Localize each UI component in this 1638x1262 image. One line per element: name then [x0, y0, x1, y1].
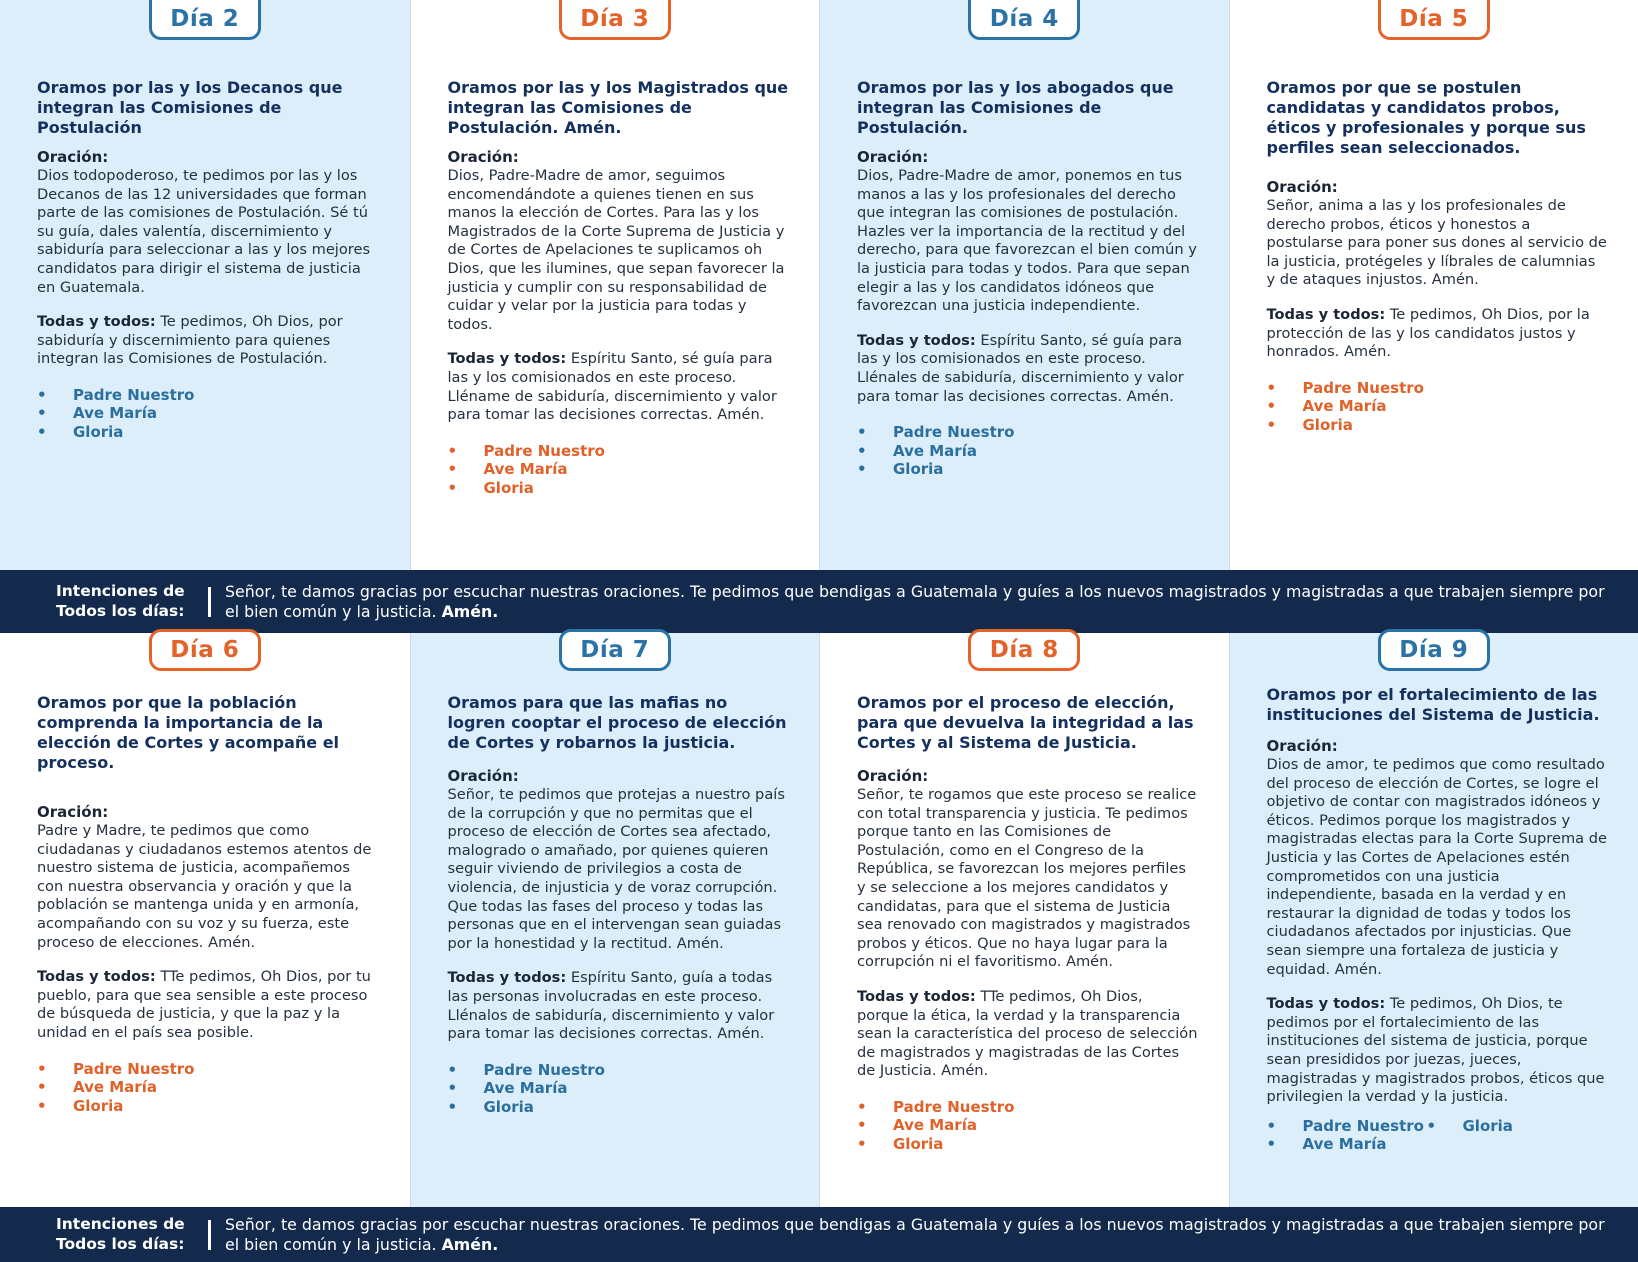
todos-block — [37, 313, 380, 369]
prayer-item: • Ave María — [857, 442, 1199, 461]
prayer-item: • Padre Nuestro — [448, 442, 790, 461]
todos-label: Todas y todos: — [37, 313, 156, 331]
oracion-label: Oración: — [857, 148, 929, 166]
day-badge: Día 4 — [968, 0, 1080, 40]
band-text: Señor, te damos gracias por escuchar nuestras oraciones. Te pedimos que bendigas a Guatemala y guíes a los nuevos magistrados y magistradas a que trabajen siempre por el bien común y la justicia. — [225, 1214, 1605, 1254]
prayer-item: • Gloria — [37, 1097, 380, 1116]
todos-text: Espíritu Santo, sé guía para las y los comisionados en este proceso. Llénales de sabiduría, discernimiento y valor para tomar las decisiones correctas. Amén. — [857, 331, 1184, 405]
prayer-item: • Ave María — [448, 1079, 790, 1098]
prayer-list — [448, 1061, 790, 1117]
oracion-text: Dios de amor, te pedimos que como resultado del proceso de elección de Cortes, se logre el objetivo de contar con magistrados idóneos y éticos. Pedimos porque los magistrados y magistradas electas para la Corte Suprema de Justicia y las Cortes de Apelaciones estén comprometidos con una justicia independiente, basada en la verdad y en restaurar la dignidad de todas y todos los ciudadanos afectados por injusticias. Que sean siempre una fortaleza de justicia y equidad. Amén. — [1266, 756, 1607, 978]
day-badge: Día 6 — [149, 629, 261, 671]
day-badge: Día 9 — [1378, 629, 1490, 671]
prayer-item: • Ave María — [448, 460, 790, 479]
prayer-item: • Gloria — [857, 1135, 1199, 1154]
prayer-list — [448, 442, 790, 498]
day-heading: Oramos por el fortalecimiento de las instituciones del Sistema de Justicia. — [1266, 685, 1600, 724]
day-heading: Oramos por las y los abogados que integran las Comisiones de Postulación. — [857, 78, 1174, 137]
prayer-item: • Gloria — [1267, 416, 1609, 435]
prayer-item: • Gloria — [1427, 1117, 1587, 1136]
bottom-row — [0, 633, 1638, 1207]
todos-text: TTe pedimos, Oh Dios, por tu pueblo, para que sea sensible a este proceso de búsqueda de justicia, y que la paz y la unidad en el país sea posible. — [37, 968, 371, 1041]
todos-text: Te pedimos, Oh Dios, te pedimos por el fortalecimiento de las instituciones del sistema de justicia, porque sean presididos por juezas, jueces, magistradas y magistrados probos, éticos que privilegien la verdad y la justicia. — [1266, 995, 1605, 1106]
band-label: Intenciones de Todos los días: — [56, 582, 185, 620]
day-5-panel — [1229, 0, 1638, 570]
prayer-list — [857, 1098, 1199, 1154]
oracion-label: Oración: — [447, 148, 519, 166]
prayer-item: • Ave María — [37, 404, 380, 423]
daily-intentions-band — [0, 1207, 1638, 1262]
prayer-list — [1267, 1117, 1587, 1154]
prayer-item: • Padre Nuestro — [37, 1060, 380, 1079]
day-3-panel — [410, 0, 820, 570]
prayer-item: • Gloria — [448, 1098, 790, 1117]
prayer-item: • Ave María — [857, 1116, 1199, 1135]
day-9-panel — [1229, 633, 1638, 1207]
todos-text: Espíritu Santo, sé guía para las y los comisionados en este proceso. Lléname de sabiduría, discernimiento y valor para tomar las decisiones correctas. Amén. — [447, 350, 777, 424]
todos-text: TTe pedimos, Oh Dios, porque la ética, la verdad y la transparencia sean la característica del proceso de selección de magistrados y magistradas de las Cortes de Justicia. Amén. — [857, 987, 1198, 1080]
todos-label: Todas y todos: — [1266, 305, 1386, 323]
todos-text: Te pedimos, Oh Dios, por sabiduría y discernimiento para quienes integran las Comisiones de Postulación. — [37, 313, 343, 368]
day-badge: Día 8 — [968, 629, 1080, 671]
todos-text: Espíritu Santo, guía a todas las personas involucradas en este proceso. Llénalos de sabiduría, discernimiento y valor para tomar las decisiones correctas. Amén. — [447, 969, 775, 1043]
prayer-item: • Gloria — [37, 423, 380, 442]
prayer-item: • Gloria — [448, 479, 790, 498]
oracion-text: Señor, te rogamos que este proceso se realice con total transparencia y justicia. Te pedimos porque tanto en las Comisiones de Postulación, como en el Congreso de la República, se favorezcan los mejores perfiles y se seleccione a los mejores candidatos y candidatas, para que el sistema de Justicia sea renovado con magistrados y magistrados probos y éticos. Que no haya lugar para la corrupción ni el favoritismo. Amén. — [857, 786, 1197, 971]
todos-label: Todas y todos: — [1266, 995, 1386, 1013]
oracion-text: Dios, Padre-Madre de amor, seguimos encomendándote a quienes tienen en sus manos la elección de Cortes. Para las y los Magistrados de la Corte Suprema de Justicia y de Cortes de Apelaciones te suplicamos oh Dios, que les ilumines, que sepan favorecer la justicia y cumplir con su responsabilidad de cuidar y velar por la justicia para todas y todos. — [447, 167, 785, 333]
day-6-panel — [0, 633, 410, 1207]
oracion-label: Oración: — [447, 767, 519, 785]
day-heading: Oramos por las y los Magistrados que integran las Comisiones de Postulación. Amén. — [447, 78, 789, 137]
prayer-item: • Ave María — [1267, 397, 1609, 416]
todos-block — [857, 988, 1199, 1081]
oracion-text: Dios, Padre-Madre de amor, ponemos en tus manos a las y los profesionales del derecho que integran las comisiones de postulación. Hazles ver la importancia de la rectitud y del derecho, para que favorezcan el bien común y la justicia para todas y todos. Para que sepan elegir a las y los candidatos idóneos que favorezcan una justicia independiente. — [857, 167, 1197, 315]
day-7-panel — [410, 633, 820, 1207]
day-heading: Oramos por que se postulen candidatas y candidatos probos, éticos y profesionales y porque sus perfiles sean seleccionados. — [1266, 78, 1586, 157]
oracion-label: Oración: — [37, 148, 109, 166]
day-heading: Oramos para que las mafias no logren cooptar el proceso de elección de Cortes y robarnos la justicia. — [447, 693, 787, 752]
todos-block — [1267, 306, 1609, 362]
prayer-item: • Padre Nuestro — [857, 1098, 1199, 1117]
todos-label: Todas y todos: — [37, 968, 156, 986]
todos-block — [37, 968, 380, 1042]
prayer-item: • Padre Nuestro — [1267, 379, 1609, 398]
day-2-panel — [0, 0, 410, 570]
todos-text: Te pedimos, Oh Dios, por la protección de las y los candidatos justos y honrados. Amén. — [1266, 305, 1590, 361]
oracion-label: Oración: — [1266, 737, 1338, 755]
todos-block — [448, 969, 790, 1043]
band-text-block — [225, 1215, 1638, 1255]
daily-intentions-band — [0, 570, 1638, 633]
band-text-block — [225, 582, 1638, 622]
day-badge: Día 5 — [1378, 0, 1490, 40]
prayer-list — [857, 423, 1199, 479]
prayer-list — [1267, 379, 1609, 435]
oracion-text: Dios todopoderoso, te pedimos por las y los Decanos de las 12 universidades que forman parte de las comisiones de Postulación. Sé tú su guía, dales valentía, discernimiento y sabiduría para seleccionar a las y los mejores candidatos para dirigir el sistema de justicia en Guatemala. — [37, 167, 371, 296]
band-divider — [208, 1220, 211, 1250]
day-4-panel — [819, 0, 1229, 570]
oracion-text: Señor, anima a las y los profesionales de derecho probos, éticos y honestos a postularse para poner sus dones al servicio de la justicia, protégeles y líbrales de calumnias y de ataques injustos. Amén. — [1266, 197, 1607, 289]
todos-label: Todas y todos: — [857, 331, 976, 349]
oracion-label: Oración: — [857, 767, 929, 785]
oracion-text: Señor, te pedimos que protejas a nuestro país de la corrupción y que no permitas que el proceso de elección de Cortes sea afectado, malogrado o amañado, por quienes quieren seguir viviendo de privilegios a costa de violencia, de injusticia y de voraz corrupción. Que todas las fases del proceso y todas las personas que en el intervengan sean guiadas por la honestidad y la rectitud. Amén. — [447, 786, 785, 952]
prayer-item: • Ave María — [37, 1078, 380, 1097]
prayer-list — [37, 1060, 380, 1116]
band-amen: Amén. — [441, 601, 499, 621]
day-heading: Oramos por que la población comprenda la importancia de la elección de Cortes y acompañe el proceso. — [37, 693, 340, 772]
prayer-item: • Padre Nuestro — [448, 1061, 790, 1080]
todos-label: Todas y todos: — [447, 350, 567, 368]
band-amen: Amén. — [441, 1234, 499, 1254]
day-badge: Día 2 — [149, 0, 261, 40]
oracion-label: Oración: — [1266, 178, 1338, 196]
prayer-item: • Padre Nuestro — [37, 386, 380, 405]
band-text: Señor, te damos gracias por escuchar nuestras oraciones. Te pedimos que bendigas a Guatemala y guíes a los nuevos magistrados y magistradas a que trabajen siempre por el bien común y la justicia. — [225, 581, 1605, 621]
band-divider — [208, 587, 211, 617]
day-badge: Día 3 — [559, 0, 671, 40]
prayer-list — [37, 386, 380, 442]
day-badge: Día 7 — [559, 629, 671, 671]
day-heading: Oramos por el proceso de elección, para que devuelva la integridad a las Cortes y al Sistema de Justicia. — [857, 693, 1194, 752]
todos-block — [1267, 995, 1609, 1107]
todos-label: Todas y todos: — [447, 969, 567, 987]
top-row — [0, 0, 1638, 570]
day-8-panel — [819, 633, 1229, 1207]
prayer-item: • Gloria — [857, 460, 1199, 479]
todos-label: Todas y todos: — [857, 987, 976, 1005]
day-heading: Oramos por las y los Decanos que integran las Comisiones de Postulación — [37, 78, 343, 137]
todos-block — [857, 332, 1199, 406]
prayer-item: • Ave María — [1267, 1135, 1427, 1154]
band-label: Intenciones de Todos los días: — [56, 1215, 185, 1253]
oracion-text: Padre y Madre, te pedimos que como ciudadanas y ciudadanos estemos atentos de nuestro sistema de justicia, acompañemos con nuestra observancia y oración y que la población se mantenga unida y en armonía, acompañando con su voz y su fuerza, este proceso de elecciones. Amén. — [37, 822, 372, 951]
todos-block — [448, 350, 790, 424]
oracion-label: Oración: — [37, 803, 109, 821]
prayer-item: • Padre Nuestro — [857, 423, 1199, 442]
prayer-item: • Padre Nuestro — [1267, 1117, 1427, 1136]
